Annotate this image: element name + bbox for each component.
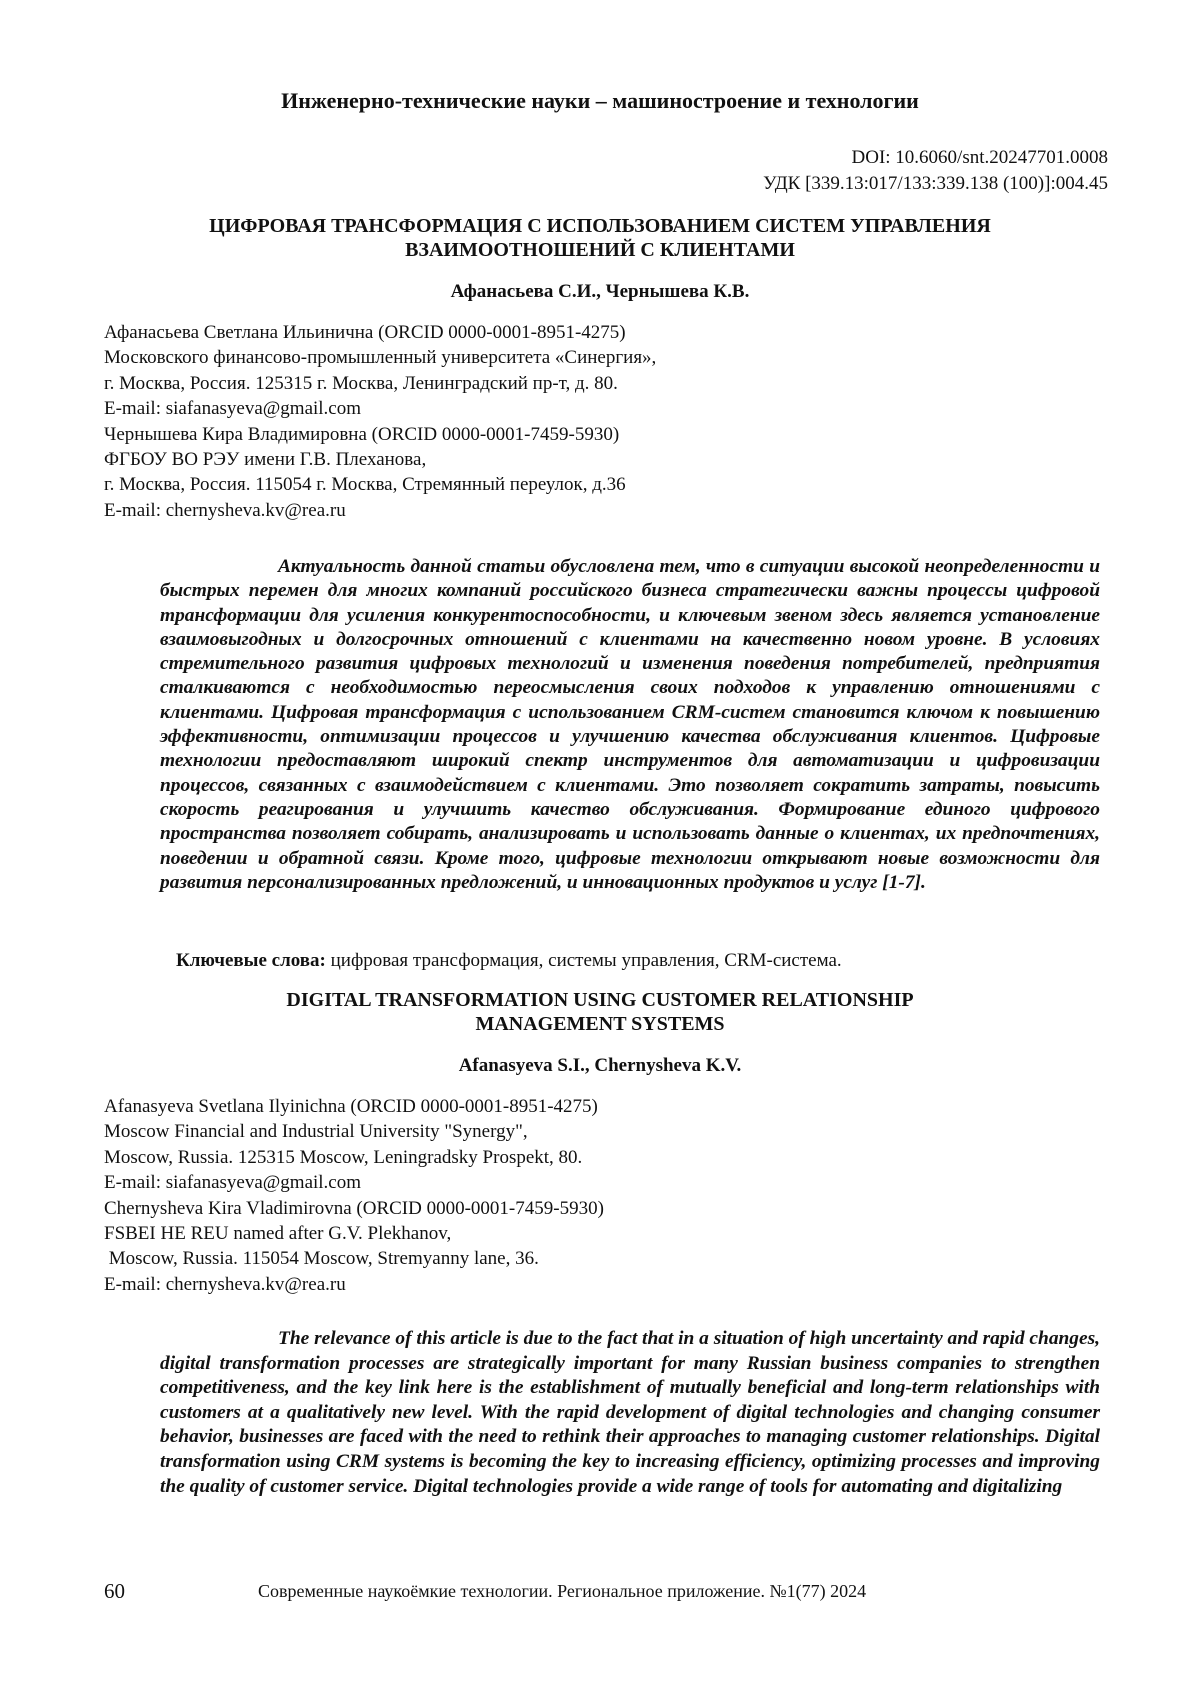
abstract-ru: Актуальность данной статьи обусловлена тем, что в ситуации высокой неопределенности и быстрых перемен для многих компаний российского бизнеса стратегически важны процессы цифровой трансформации для усиления конкурентоспособности, и ключевым звеном здесь является установление взаимовыгодных и долгосрочных отношений с клиентами на качественно новом уровне. В условиях стремительного развития цифровых технологий и изменения поведения потребителей, предприятия сталкиваются с необходимостью переосмысления своих подходов к управлению отношениями с клиентами. Цифровая трансформация с использованием CRM-систем становится ключом к повышению эффективности, оптимизации процессов и улучшению качества обслуживания клиентов. Цифровые технологии предоставляют широкий спектр инструментов для автоматизации и цифровизации процессов, связанных с взаимодействием с клиентами. Это позволяет сократить затраты, повысить скорость реагирования и улучшить качество обслуживания. Формирование единого цифрового пространства позволяет собирать, анализировать и использовать данные о клиентах, их предпочтениях, поведении и обратной связи. Кроме того, цифровые технологии открывают новые возможности для развития персонализированных предложений, и инновационных продуктов и услуг [1-7]. <box>160 556 1100 893</box>
article-title-ru-line2: ВЗАИМООТНОШЕНИЙ С КЛИЕНТАМИ <box>405 239 795 261</box>
affiliation-line: Московского финансово-промышленный университета «Синергия», <box>104 347 657 369</box>
article-identifiers <box>763 145 1108 197</box>
article-title-ru-line1: ЦИФРОВАЯ ТРАНСФОРМАЦИЯ С ИСПОЛЬЗОВАНИЕМ СИСТЕМ УПРАВЛЕНИЯ <box>209 215 991 237</box>
affiliation-line: Moscow Financial and Industrial University "Synergy", <box>104 1121 528 1143</box>
udk: УДК [339.13:017/133:339.138 (100)]:004.45 <box>763 173 1108 194</box>
affiliation-line: Moscow, Russia. 115054 Moscow, Stremyanny lane, 36. <box>104 1248 539 1270</box>
authors-ru: Афанасьева С.И., Чернышева К.В. <box>450 281 750 302</box>
article-title-en <box>100 988 1100 1036</box>
abstract-en: The relevance of this article is due to the fact that in a situation of high uncertainty and rapid changes, digital transformation processes are strategically important for many Russian business companies to strengthen competitiveness, and the key link here is the establishment of mutually beneficial and long-term relationships with customers at a qualitatively new level. With the rapid development of digital technologies and changing consumer behavior, businesses are faced with the need to rethink their approaches to managing customer relationships. Digital transformation using CRM systems is becoming the key to increasing efficiency, optimizing processes and improving the quality of customer service. Digital technologies provide a wide range of tools for automating and digitalizing <box>160 1328 1101 1497</box>
keywords-label: Ключевые слова: <box>176 950 326 971</box>
article-title-en-line1: DIGITAL TRANSFORMATION USING CUSTOMER RELATIONSHIP <box>286 989 914 1011</box>
keywords-ru <box>176 950 842 972</box>
affiliation-line: Afanasyeva Svetlana Ilyinichna (ORCID 0000-0001-8951-4275) <box>104 1096 598 1117</box>
affiliation-line: Chernysheva Kira Vladimirovna (ORCID 0000-0001-7459-5930) <box>104 1197 604 1219</box>
affiliations-en <box>104 1094 604 1297</box>
affiliation-line: г. Москва, Россия. 115054 г. Москва, Стремянный переулок, д.36 <box>104 474 626 496</box>
email-line: E-mail: chernysheva.kv@rea.ru <box>104 1273 346 1295</box>
journal-footer: Современные наукоёмкие технологии. Региональное приложение. №1(77) 2024 <box>258 1581 867 1601</box>
affiliation-line: FSBEI HE REU named after G.V. Plekhanov, <box>104 1223 452 1245</box>
keywords-list: цифровая трансформация, системы управления, CRM-система. <box>325 950 842 971</box>
affiliations-ru <box>104 320 656 523</box>
authors-en: Afanasyeva S.I., Chernysheva K.V. <box>458 1055 742 1076</box>
affiliation-line: г. Москва, Россия. 125315 г. Москва, Ленинградский пр-т, д. 80. <box>104 372 618 394</box>
section-header: Инженерно-технические науки – машиностроение и технологии <box>281 88 919 113</box>
article-title-ru <box>100 214 1100 262</box>
affiliation-line: Чернышева Кира Владимировна (ORCID 0000-0001-7459-5930) <box>104 423 620 445</box>
affiliation-line: Moscow, Russia. 125315 Moscow, Leningradsky Prospekt, 80. <box>104 1146 583 1168</box>
email-line: E-mail: siafanasyeva@gmail.com <box>104 1172 362 1194</box>
email-line: E-mail: siafanasyeva@gmail.com <box>104 398 362 420</box>
email-line: E-mail: chernysheva.kv@rea.ru <box>104 499 346 521</box>
doi: DOI: 10.6060/snt.20247701.0008 <box>851 147 1108 168</box>
page-number: 60 <box>104 1579 125 1603</box>
article-title-en-line2: MANAGEMENT SYSTEMS <box>475 1013 725 1035</box>
affiliation-line: Афанасьева Светлана Ильинична (ORCID 0000-0001-8951-4275) <box>104 322 626 343</box>
affiliation-line: ФГБОУ ВО РЭУ имени Г.В. Плеханова, <box>104 449 427 471</box>
